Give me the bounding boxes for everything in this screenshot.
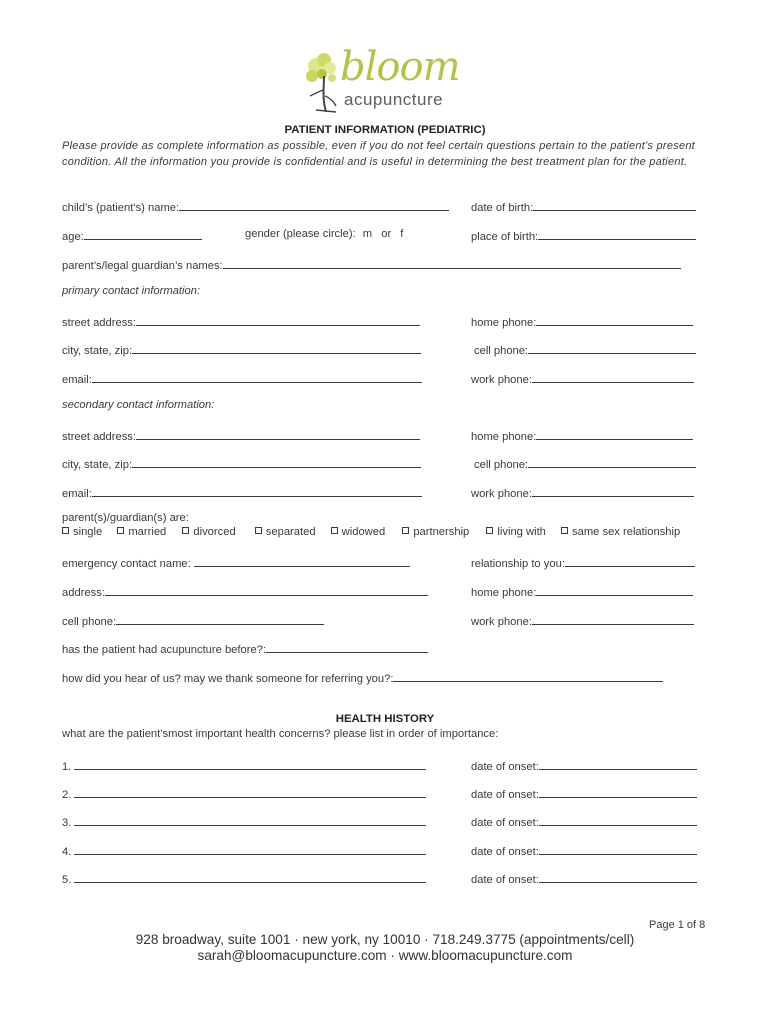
relationship-label: relationship to you: bbox=[471, 558, 565, 570]
primary-email-field[interactable] bbox=[62, 371, 422, 387]
form-title: PATIENT INFORMATION (PEDIATRIC) bbox=[284, 124, 486, 136]
onset-3-field[interactable] bbox=[471, 814, 697, 830]
bloom-acupuncture-logo bbox=[302, 44, 464, 116]
primary-street-label: street address: bbox=[62, 317, 136, 329]
status-option-same-sex[interactable]: same sex relationship bbox=[561, 526, 680, 539]
checkbox-icon[interactable] bbox=[331, 527, 338, 534]
guardian-names-label: parent’s/legal guardian’s names: bbox=[62, 260, 223, 272]
emergency-cell-phone-label: cell phone: bbox=[62, 616, 117, 628]
onset-label: date of onset: bbox=[471, 874, 539, 886]
intro-text: Please provide as complete information as possible, even if you do not feel certain questions pertain to the patient’s present condition. All the information you provide is confidential and is useful in determining the best treatment plan for the patient. bbox=[62, 140, 695, 168]
onset-5-field[interactable] bbox=[471, 871, 697, 887]
onset-label: date of onset: bbox=[471, 846, 539, 858]
logo-subtitle: acupuncture bbox=[344, 90, 444, 109]
child-name-label: child’s (patient’s) name: bbox=[62, 202, 180, 214]
concern-number: 4. bbox=[62, 846, 72, 858]
dob-field[interactable] bbox=[471, 199, 696, 215]
footer-contact: sarah@bloomacupuncture.com · www.bloomacupuncture.com bbox=[197, 948, 573, 963]
status-option-separated[interactable]: separated bbox=[255, 526, 316, 539]
age-field[interactable] bbox=[62, 228, 202, 244]
health-history-title: HEALTH HISTORY bbox=[335, 713, 435, 725]
primary-city-label: city, state, zip: bbox=[62, 345, 133, 357]
secondary-cell-phone-label: cell phone: bbox=[474, 459, 529, 471]
secondary-work-phone-label: work phone: bbox=[471, 488, 532, 500]
status-option-single[interactable]: single bbox=[62, 526, 102, 539]
primary-work-phone-field[interactable] bbox=[471, 371, 694, 387]
onset-2-field[interactable] bbox=[471, 786, 697, 802]
concern-number: 2. bbox=[62, 789, 72, 801]
referral-field[interactable] bbox=[62, 670, 663, 686]
child-name-field[interactable] bbox=[62, 199, 449, 215]
concern-4-field[interactable] bbox=[62, 843, 426, 859]
checkbox-icon[interactable] bbox=[561, 527, 568, 534]
emergency-work-phone-label: work phone: bbox=[471, 616, 532, 628]
primary-city-field[interactable] bbox=[62, 342, 421, 358]
relationship-field[interactable] bbox=[471, 555, 695, 571]
checkbox-icon[interactable] bbox=[402, 527, 409, 534]
emergency-address-label: address: bbox=[62, 587, 105, 599]
concern-2-field[interactable] bbox=[62, 786, 426, 802]
secondary-work-phone-field[interactable] bbox=[471, 485, 694, 501]
secondary-street-label: street address: bbox=[62, 431, 136, 443]
primary-cell-phone-label: cell phone: bbox=[474, 345, 529, 357]
concern-number: 5. bbox=[62, 874, 72, 886]
concern-1-field[interactable] bbox=[62, 758, 426, 774]
secondary-city-label: city, state, zip: bbox=[62, 459, 133, 471]
concern-number: 1. bbox=[62, 761, 72, 773]
concern-3-field[interactable] bbox=[62, 814, 426, 830]
onset-4-field[interactable] bbox=[471, 843, 697, 859]
primary-home-phone-field[interactable] bbox=[471, 314, 693, 330]
checkbox-icon[interactable] bbox=[117, 527, 124, 534]
status-option-divorced[interactable]: divorced bbox=[182, 526, 235, 539]
onset-label: date of onset: bbox=[471, 761, 539, 773]
status-option-living-with[interactable]: living with bbox=[486, 526, 546, 539]
onset-1-field[interactable] bbox=[471, 758, 697, 774]
checkbox-icon[interactable] bbox=[182, 527, 189, 534]
concern-number: 3. bbox=[62, 817, 72, 829]
secondary-home-phone-field[interactable] bbox=[471, 428, 693, 444]
guardian-names-field[interactable] bbox=[62, 257, 681, 273]
gender-f[interactable]: f bbox=[400, 228, 404, 240]
acupuncture-before-field[interactable] bbox=[62, 641, 428, 657]
health-concerns-prompt: what are the patient’smost important health concerns? please list in order of importance: bbox=[62, 728, 499, 740]
primary-home-phone-label: home phone: bbox=[471, 317, 537, 329]
primary-email-label: email: bbox=[62, 374, 92, 386]
secondary-street-field[interactable] bbox=[62, 428, 420, 444]
emergency-address-field[interactable] bbox=[62, 584, 428, 600]
secondary-home-phone-label: home phone: bbox=[471, 431, 537, 443]
gender-or: or bbox=[381, 228, 392, 240]
footer-address: 928 broadway, suite 1001 · new york, ny 10010 · 718.249.3775 (appointments/cell) bbox=[135, 932, 635, 947]
emergency-contact-label: emergency contact name: bbox=[62, 558, 191, 570]
checkbox-icon[interactable] bbox=[486, 527, 493, 534]
gender-field[interactable] bbox=[245, 228, 403, 241]
secondary-cell-phone-field[interactable] bbox=[474, 456, 696, 472]
primary-cell-phone-field[interactable] bbox=[474, 342, 696, 358]
status-option-widowed[interactable]: widowed bbox=[331, 526, 386, 539]
checkbox-icon[interactable] bbox=[62, 527, 69, 534]
onset-label: date of onset: bbox=[471, 817, 539, 829]
concern-5-field[interactable] bbox=[62, 871, 426, 887]
gender-label: gender (please circle): bbox=[245, 228, 356, 240]
primary-contact-heading: primary contact information: bbox=[62, 285, 201, 297]
secondary-city-field[interactable] bbox=[62, 456, 421, 472]
secondary-email-label: email: bbox=[62, 488, 92, 500]
secondary-contact-heading: secondary contact information: bbox=[62, 399, 215, 411]
logo-wordmark: bloom bbox=[340, 44, 460, 90]
emergency-home-phone-field[interactable] bbox=[471, 584, 693, 600]
status-option-partnership[interactable]: partnership bbox=[402, 526, 469, 539]
page-number: Page 1 of 8 bbox=[649, 919, 706, 931]
guardian-status-options bbox=[62, 526, 680, 539]
secondary-email-field[interactable] bbox=[62, 485, 422, 501]
referral-label: how did you hear of us? may we thank someone for referring you?: bbox=[62, 673, 394, 685]
dob-label: date of birth: bbox=[471, 202, 534, 214]
status-option-married[interactable]: married bbox=[117, 526, 166, 539]
primary-street-field[interactable] bbox=[62, 314, 420, 330]
gender-m[interactable]: m bbox=[362, 228, 373, 240]
emergency-home-phone-label: home phone: bbox=[471, 587, 537, 599]
primary-work-phone-label: work phone: bbox=[471, 374, 532, 386]
emergency-work-phone-field[interactable] bbox=[471, 613, 694, 629]
guardian-status-label: parent(s)/guardian(s) are: bbox=[62, 512, 189, 524]
age-label: age: bbox=[62, 231, 84, 243]
emergency-contact-field[interactable] bbox=[62, 555, 410, 571]
pob-field[interactable] bbox=[471, 228, 696, 244]
pob-label: place of birth: bbox=[471, 231, 539, 243]
checkbox-icon[interactable] bbox=[255, 527, 262, 534]
onset-label: date of onset: bbox=[471, 789, 539, 801]
acupuncture-before-label: has the patient had acupuncture before?: bbox=[62, 644, 267, 656]
emergency-cell-phone-field[interactable] bbox=[62, 613, 324, 629]
